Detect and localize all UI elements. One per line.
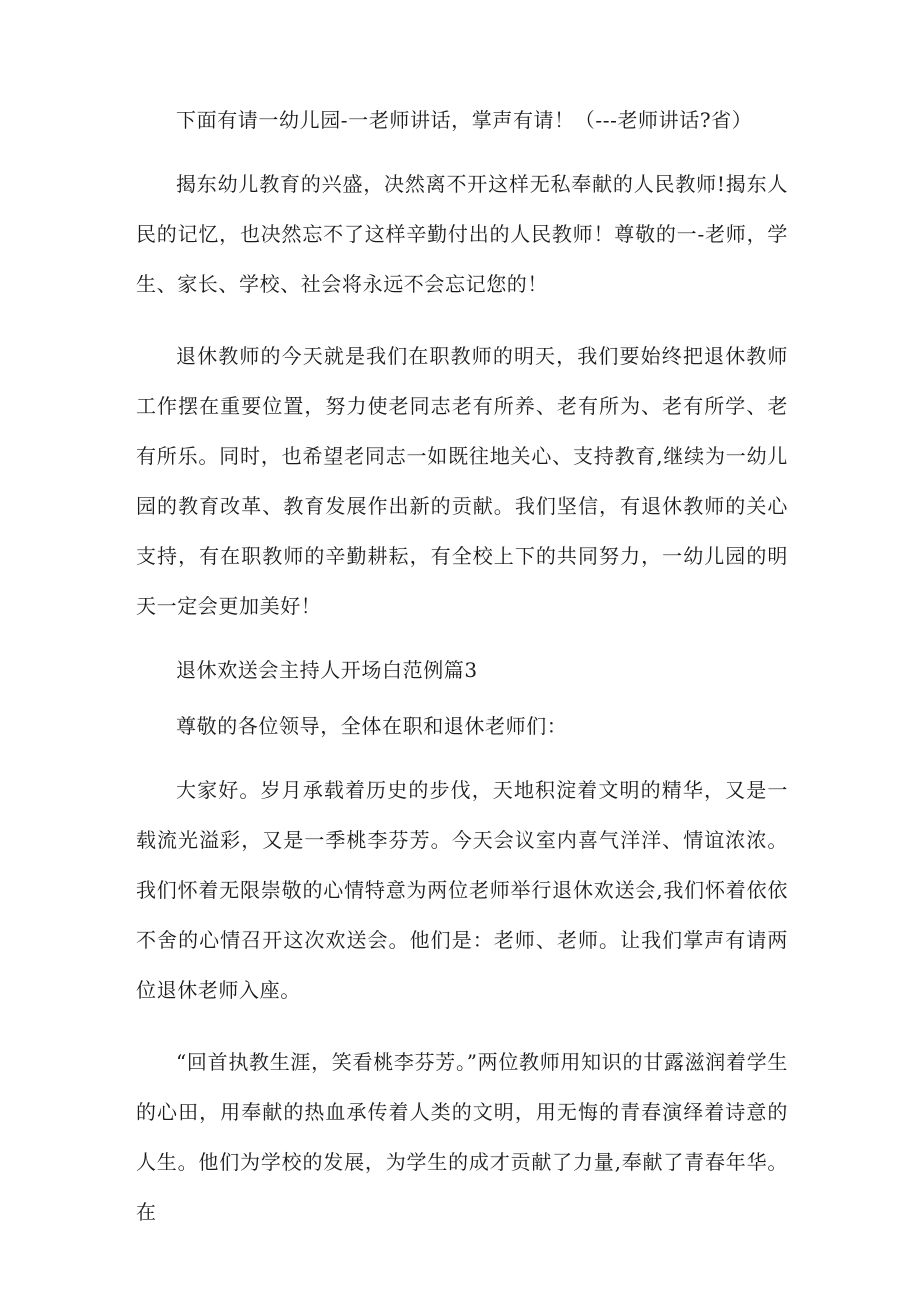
paragraph-teacher-speech-intro: 下面有请一幼儿园-一老师讲话，掌声有请！（---老师讲话?省） [176, 108, 753, 132]
document-body [136, 103, 788, 1237]
paragraph-retired-teachers-future: 退休教师的今天就是我们在职教师的明天，我们要始终把退休教师工作摆在重要位置，努力使老同志老有所养、老有所为、老有所学、老有所乐。同时，也希望老同志一如既往地关心、支持教育,继续为一幼儿园的教育改革、教育发展作出新的贡献。我们坚信，有退休教师的关心支持，有在职教师的辛勤耕耘，有全校上下的共同努力，一幼儿园的明天一定会更加美好！ [136, 344, 788, 618]
paragraph-salutation: 尊敬的各位领导，全体在职和退休老师们： [176, 714, 568, 738]
paragraph-jiedong-tribute: 揭东幼儿教育的兴盛，决然离不开这样无私奉献的人民教师!揭东人民的记忆，也决然忘不了这样辛勤付出的人民教师！尊敬的一-老师，学生、家长、学校、社会将永远不会忘记您的！ [136, 172, 788, 296]
paragraph-teaching-career: “回首执教生涯，笑看桃李芬芳。”两位教师用知识的甘露滋润着学生的心田，用奉献的热血承传着人类的文明，用无悔的青春演绎着诗意的人生。他们为学校的发展，为学生的成才贡献了力量,奉献了青春年华。在 [136, 1050, 788, 1224]
section-heading-example-3: 退休欢送会主持人开场白范例篇3 [176, 658, 478, 682]
paragraph-greeting: 大家好。岁月承载着历史的步伐，天地积淀着文明的精华，又是一载流光溢彩，又是一季桃李芬芳。今天会议室内喜气洋洋、情谊浓浓。我们怀着无限崇敬的心情特意为两位老师举行退休欢送会,我们怀着依依不舍的心情召开这次欢送会。他们是：老师、老师。让我们掌声有请两位退休老师入座。 [136, 778, 788, 1002]
